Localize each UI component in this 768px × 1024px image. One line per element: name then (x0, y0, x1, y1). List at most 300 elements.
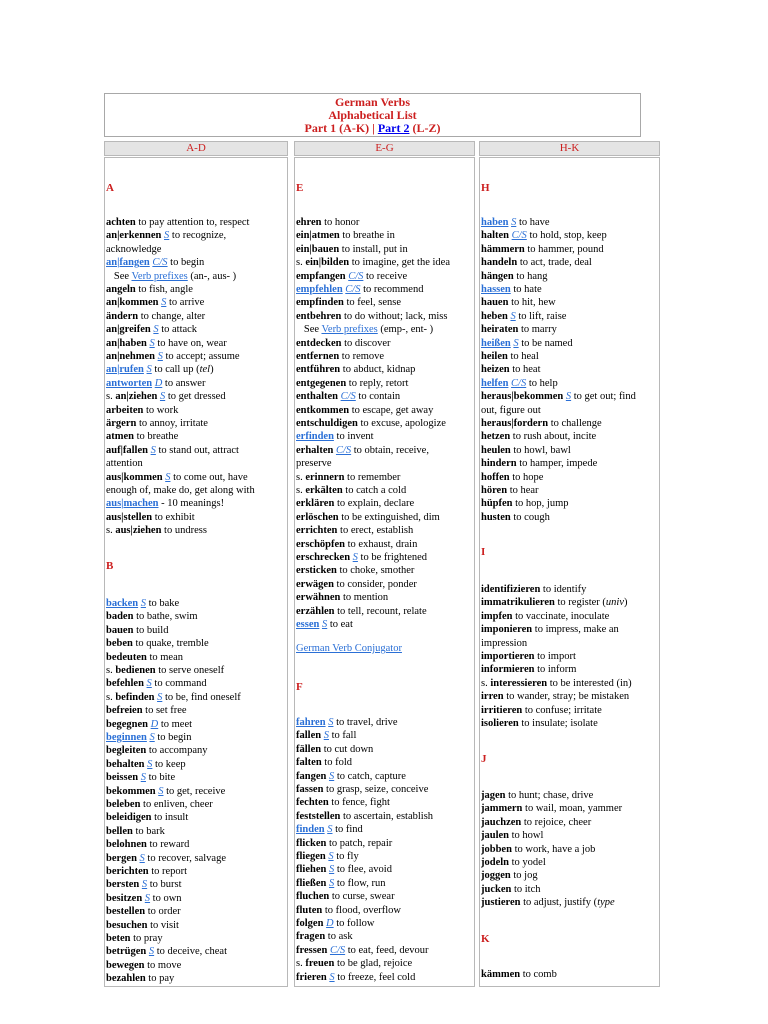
verb-conjugator-link[interactable]: German Verb Conjugator (296, 643, 402, 654)
conjugation-tag-link[interactable]: D (154, 377, 163, 389)
verb: hüpfen (481, 498, 513, 510)
definition-text: to recognize, (169, 230, 227, 242)
conjugation-tag-link[interactable]: S (165, 471, 171, 483)
verb-link[interactable]: beginnen (106, 732, 147, 743)
definition-text: to obtain, receive, (351, 444, 429, 456)
verb: fassen (296, 784, 324, 795)
verb-prefixes-link[interactable]: Verb prefixes (131, 270, 188, 282)
definition-text: to rejoice, cheer (521, 816, 592, 828)
verb-line (296, 917, 473, 930)
verb-line (106, 323, 286, 336)
column-heading-h-k: H-K (479, 141, 660, 156)
definition-text: to be frightened (357, 552, 428, 563)
definition-text: s. (106, 391, 116, 403)
verb-line (481, 256, 658, 269)
definition-text: to bite (145, 772, 176, 784)
definition-text: to challenge (548, 418, 602, 429)
verb-line (296, 497, 473, 510)
verb-line (106, 651, 286, 664)
conjugation-tag-link[interactable]: S (140, 772, 146, 784)
definition-text: to inform (534, 664, 577, 676)
verb-line (296, 944, 473, 957)
definition-text: to fold (321, 757, 353, 769)
conjugation-tag-link[interactable]: S (328, 770, 335, 782)
verb: empfangen (296, 270, 346, 282)
conjugation-tag-link[interactable]: C/S (340, 391, 356, 403)
column-heading-e-g: E-G (294, 141, 475, 156)
verb: erwähnen (296, 592, 341, 604)
definition-text: to hunt; chase, drive (505, 790, 594, 801)
verb: heizen (481, 364, 510, 376)
conjugation-tag-link[interactable]: S (323, 730, 329, 742)
verb-line (481, 869, 658, 882)
verb: an|ziehen (115, 391, 158, 403)
conjugation-tag-link[interactable]: S (146, 364, 152, 376)
definition-text: to command (151, 678, 207, 690)
definition-text: to contain (355, 391, 401, 403)
conjugation-tag-link[interactable]: S (139, 852, 145, 864)
definition-text: to find (332, 824, 363, 836)
conjugation-tag-link[interactable]: S (150, 444, 156, 456)
definition-text: to pay (145, 973, 175, 985)
verb-link[interactable]: backen (106, 598, 139, 609)
verb-line (106, 597, 286, 610)
verb: fechten (296, 797, 329, 809)
verb: husten (481, 511, 511, 523)
definition-text: to abduct, kidnap (340, 364, 416, 376)
verb-line (296, 716, 473, 729)
verb-line (106, 637, 286, 650)
verb: bekommen (106, 785, 156, 797)
section-letter-a: A (106, 182, 114, 194)
verb-line (106, 283, 286, 296)
verb-line (106, 878, 286, 891)
verb: fällen (296, 743, 322, 755)
conjugation-tag-link[interactable]: D (326, 918, 334, 929)
definition-text: to attack (158, 324, 198, 336)
verb: ändern (106, 310, 139, 322)
conjugation-tag-link[interactable]: S (144, 892, 151, 904)
verb-line (481, 583, 658, 596)
verb: irritieren (481, 704, 523, 716)
verb: beten (106, 933, 131, 944)
verb-line (106, 497, 286, 510)
verb-line (106, 444, 286, 457)
conjugation-tag-link[interactable]: S (328, 877, 335, 889)
definition-text: to escape, get away (349, 404, 434, 416)
verb-line (481, 296, 658, 309)
verb: arbeiten (106, 404, 144, 416)
definition-text: to exhibit (152, 511, 195, 523)
part2-range: (L-Z) (412, 121, 441, 135)
definition-text: to serve oneself (155, 665, 225, 676)
definition-text: to reply, retort (346, 377, 409, 389)
verb-line (296, 390, 473, 403)
definition-text: to move (144, 959, 182, 971)
verb-line (106, 838, 286, 851)
verb: atmen (106, 431, 134, 443)
verb: auf|fallen (106, 444, 148, 456)
verb-line (296, 256, 473, 269)
definition-text: to choke, smother (336, 565, 415, 577)
definition-text: to quake, tremble (132, 638, 209, 650)
definition-text: to pray (130, 933, 163, 944)
verb-line (296, 756, 473, 769)
part-nav (105, 122, 640, 135)
definition-text: (an-, aus- ) (187, 270, 237, 282)
verb: justieren (481, 897, 521, 909)
definition-text: to eat, feed, devour (345, 944, 429, 956)
definition-text: to begin (154, 732, 192, 743)
verb-line (106, 905, 286, 918)
conjugation-tag-link[interactable]: S (148, 946, 155, 958)
definition-text: to receive (363, 270, 408, 282)
definition-text: s. (296, 257, 306, 269)
definition-text: to be named (518, 337, 573, 349)
verb-line (296, 904, 473, 917)
verb-line (106, 404, 286, 417)
verb-link[interactable]: aus|machen (106, 498, 159, 510)
verb-line (296, 216, 473, 229)
verb-line (296, 877, 473, 890)
verb-line (481, 457, 658, 470)
conjugation-tag-link[interactable]: D (150, 718, 159, 730)
conjugation-tag-link[interactable]: C/S (348, 270, 364, 282)
definition-text: to lift, raise (515, 310, 567, 322)
verb: immatrikulieren (481, 597, 555, 609)
verb-line (106, 892, 286, 905)
conjugation-tag-link[interactable]: S (161, 297, 167, 309)
conjugation-tag-link[interactable]: S (328, 717, 334, 728)
verb-line (481, 717, 658, 730)
definition-text: to insult (151, 812, 189, 824)
verb-link[interactable]: essen (296, 619, 320, 630)
verb: behalten (106, 758, 145, 770)
definition-text: to flow, run (334, 877, 386, 889)
conjugation-tag-link[interactable]: S (164, 230, 170, 242)
conjugation-tag-link[interactable]: S (141, 879, 148, 891)
verb: ersticken (296, 565, 337, 577)
verb-line (481, 843, 658, 856)
definition-text: to accept; assume (162, 351, 240, 362)
conjugation-tag-link[interactable]: S (157, 691, 163, 703)
conjugation-tag-link[interactable]: S (565, 391, 572, 403)
conjugation-tag-link[interactable]: S (328, 864, 335, 876)
definition-text: to discover (341, 337, 391, 349)
verb-link[interactable]: hassen (481, 284, 511, 295)
verb: hauen (481, 297, 509, 309)
verb-link[interactable]: an|fangen (106, 257, 150, 269)
verb: jaulen (481, 830, 510, 842)
verb-line (296, 551, 473, 564)
conjugation-tag-link[interactable]: S (511, 217, 517, 228)
conjugation-tag-link[interactable]: C/S (345, 284, 361, 295)
definition-text: to help (526, 377, 558, 389)
definition-text: to fence, fight (328, 797, 390, 809)
verb-line (106, 390, 286, 403)
verb-line (296, 377, 473, 390)
verb: bestellen (106, 906, 146, 918)
verb-link[interactable]: heißen (481, 337, 511, 349)
verb: ein|bauen (296, 243, 340, 255)
verb: aus|stellen (106, 511, 153, 523)
verb-line (296, 323, 473, 336)
verb: entbehren (296, 310, 342, 322)
verb: beissen (106, 772, 139, 784)
definition-text: to set free (142, 705, 187, 717)
definition-text: See (106, 270, 132, 282)
verb-line (481, 216, 658, 229)
conjugation-tag-link[interactable]: C/S (335, 444, 352, 456)
verb-line (296, 729, 473, 742)
verb: entführen (296, 364, 341, 376)
conjugation-tag-link[interactable]: C/S (329, 944, 346, 956)
definition-text: to rush about, incite (510, 431, 597, 443)
conjugation-tag-link[interactable]: S (146, 678, 152, 690)
verb: achten (106, 217, 136, 228)
verb: irren (481, 691, 504, 703)
definition-text: to ask (325, 931, 353, 943)
definition-text: enough of, make do, get along with (106, 485, 255, 496)
verb: bewegen (106, 959, 145, 971)
verb: an|erkennen (106, 230, 162, 242)
definition-text: to consider, ponder (333, 578, 417, 590)
verb-line (106, 256, 286, 269)
verb: entschuldigen (296, 418, 358, 429)
column-heading-a-d: A-D (104, 141, 288, 156)
definition-text: ) (210, 364, 214, 376)
verb-line (296, 337, 473, 350)
definition-text: to curse, swear (329, 891, 395, 903)
definition-text: to catch a cold (342, 485, 407, 496)
verb-line (296, 971, 473, 984)
verb-line (106, 677, 286, 690)
verb-line (106, 744, 286, 757)
verb-link[interactable]: fahren (296, 717, 326, 728)
verb: aus|ziehen (115, 525, 162, 537)
conjugation-tag-link[interactable]: S (159, 391, 166, 403)
verb: belohnen (106, 839, 147, 851)
verb: heben (481, 310, 508, 322)
verb-line (106, 310, 286, 323)
verb: befreien (106, 705, 143, 717)
verb: entkommen (296, 404, 350, 416)
verb-line (481, 283, 658, 296)
definition-text: to jog (510, 870, 538, 882)
definition-text: to arrive (166, 297, 205, 309)
definition-text: ) (624, 597, 628, 609)
verb-line (106, 704, 286, 717)
verb-link[interactable]: empfehlen (296, 284, 343, 295)
verb: bedeuten (106, 651, 147, 663)
verb-line (296, 770, 473, 783)
verb-line (106, 471, 286, 484)
verb: informieren (481, 664, 535, 676)
verb: erzählen (296, 605, 335, 617)
definition-text: s. (296, 471, 306, 483)
usage-note: type (597, 897, 615, 909)
verb: fallen (296, 730, 322, 742)
verb-line (481, 704, 658, 717)
definition-text: to work, have a job (511, 843, 596, 855)
verb: joggen (481, 870, 511, 882)
verb-line (106, 771, 286, 784)
definition-text: to enliven, cheer (140, 799, 213, 810)
definition-text: to answer (162, 377, 206, 389)
verb-line (296, 524, 473, 537)
definition-text: to travel, drive (333, 717, 398, 728)
definition-text: to act, trade, deal (517, 257, 592, 269)
definition-text: to heal (507, 351, 539, 362)
definition-text: impression (481, 637, 528, 649)
definition-text: to mean (146, 651, 183, 663)
verb-line (296, 618, 473, 631)
verb: interessieren (490, 677, 548, 689)
conjugation-tag-link[interactable]: S (328, 851, 334, 862)
verb: isolieren (481, 718, 519, 729)
conjugation-tag-link[interactable]: S (329, 971, 335, 983)
verb-line (106, 691, 286, 704)
definition-text: to cough (510, 511, 550, 523)
conjugation-tag-link[interactable]: C/S (511, 377, 527, 389)
verb-link[interactable]: finden (296, 824, 325, 836)
verb: empfinden (296, 297, 344, 309)
definition-text: to patch, repair (326, 837, 393, 849)
verb: feststellen (296, 810, 341, 822)
verb: heiraten (481, 324, 519, 336)
verb-line (106, 216, 286, 229)
verb: erschöpfen (296, 538, 345, 550)
verb-link[interactable]: antworten (106, 377, 153, 389)
verb-line (296, 578, 473, 591)
section-letter-b: B (106, 560, 114, 572)
definition-text: to ascertain, establish (340, 810, 434, 822)
part2-link[interactable]: Part 2 (377, 121, 410, 135)
conjugation-tag-link[interactable]: C/S (152, 257, 168, 269)
verb-line (296, 810, 473, 823)
definition-text: to itch (511, 883, 541, 895)
verb: ein|bilden (305, 257, 350, 269)
definition-text: to work (143, 404, 179, 416)
verb: freuen (305, 958, 335, 970)
verb-link[interactable]: helfen (481, 377, 509, 389)
verb-line (296, 444, 473, 457)
definition-text: to hate (510, 284, 542, 295)
verb: hetzen (481, 431, 511, 443)
definition-text: to import (534, 651, 576, 662)
verb-line (481, 471, 658, 484)
definition-text: to bark (132, 825, 165, 837)
definition-text: to be glad, rejoice (334, 958, 413, 970)
conjugation-tag-link[interactable]: S (352, 552, 358, 563)
verb: besuchen (106, 919, 148, 931)
verb: jodeln (481, 857, 510, 868)
verb-line (106, 664, 286, 677)
verb: begegnen (106, 718, 148, 730)
conjugation-tag-link[interactable]: S (510, 310, 516, 322)
section-letter-e: E (296, 182, 304, 194)
definition-text: to howl (509, 830, 544, 842)
definition-text: to hope (509, 471, 544, 483)
verb-line (296, 957, 473, 970)
verb-line (481, 350, 658, 363)
verb-link[interactable]: an|rufen (106, 364, 144, 376)
verb-link[interactable]: erfinden (296, 431, 334, 443)
verb: jagen (481, 790, 506, 801)
definition-text: to burst (147, 879, 182, 891)
verb: befinden (115, 691, 155, 703)
verb-line (106, 731, 286, 744)
verb: halten (481, 230, 510, 242)
verb-line (296, 743, 473, 756)
definition-text: to hold, stop, keep (526, 230, 607, 242)
verb: besitzen (106, 892, 143, 904)
verb-line (481, 484, 658, 497)
conjugation-tag-link[interactable]: S (157, 351, 163, 362)
definition-text: to mention (340, 592, 389, 604)
conjugation-tag-link[interactable]: S (147, 758, 153, 770)
conjugation-tag-link[interactable]: S (153, 324, 159, 336)
verb-line (296, 457, 473, 470)
verb-line (106, 972, 286, 985)
definition-text: to bathe, swim (133, 611, 198, 623)
conjugation-tag-link[interactable]: S (513, 337, 519, 349)
conjugation-tag-link[interactable]: C/S (511, 230, 527, 242)
definition-text: to hit, hew (508, 297, 556, 309)
verb: an|kommen (106, 297, 159, 309)
definition-text: to explain, declare (334, 498, 415, 510)
verb: handeln (481, 257, 518, 269)
verb-link[interactable]: haben (481, 217, 509, 228)
verb: erschrecken (296, 552, 351, 563)
usage-note: univ (605, 597, 624, 609)
verb: baden (106, 611, 134, 623)
definition-text: to honor (321, 217, 360, 228)
conjugation-tag-link[interactable]: S (321, 619, 328, 630)
definition-text: to adjust, justify ( (520, 897, 598, 909)
verb: bezahlen (106, 973, 146, 985)
definition-text: to build (133, 624, 169, 636)
verb: beben (106, 638, 133, 650)
conjugation-tag-link[interactable]: S (327, 824, 333, 836)
verb: bauen (106, 624, 134, 636)
definition-text: to wander, stray; be mistaken (503, 691, 630, 703)
conjugation-tag-link[interactable]: S (140, 598, 146, 609)
definition-text: to eat (327, 619, 353, 630)
verb: hindern (481, 458, 517, 470)
verb-line (481, 883, 658, 896)
verb-prefixes-link[interactable]: Verb prefixes (321, 324, 378, 336)
verb: fluten (296, 904, 323, 916)
verb: ärgern (106, 418, 137, 429)
conjugation-tag-link[interactable]: S (158, 785, 164, 797)
definition-text: to get out; find (571, 391, 636, 403)
verb-line (296, 850, 473, 863)
verb-line (481, 623, 658, 636)
verb-line (106, 337, 286, 350)
verb-line (296, 605, 473, 618)
verb-line (106, 377, 286, 390)
definition-text: to install, put in (339, 243, 408, 255)
verb-line (296, 930, 473, 943)
verb: jucken (481, 883, 512, 895)
verb: entgegenen (296, 377, 347, 389)
conjugation-tag-link[interactable]: S (149, 732, 155, 743)
definition-text: s. (106, 525, 116, 537)
conjugation-tag-link[interactable]: S (149, 337, 155, 349)
verb: erinnern (305, 471, 345, 483)
verb: befehlen (106, 678, 144, 690)
